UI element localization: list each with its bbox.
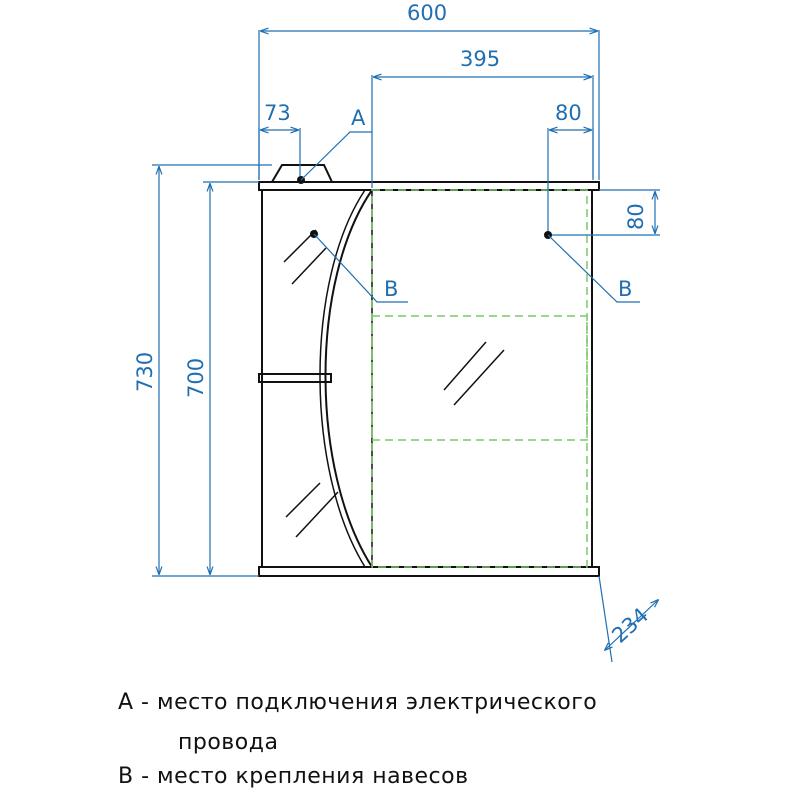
callouts bbox=[297, 106, 640, 302]
glass-mark bbox=[292, 248, 326, 284]
dim-depth: 234 bbox=[607, 603, 654, 648]
hidden-shelves bbox=[372, 190, 587, 567]
dim-left-offset: 73 bbox=[264, 101, 291, 125]
legend-line-3: В - место крепления навесов bbox=[118, 764, 469, 789]
curved-door bbox=[326, 190, 373, 567]
mirror-mark bbox=[444, 342, 486, 390]
dim-opening-width: 395 bbox=[460, 47, 501, 71]
mirror-mark bbox=[454, 350, 504, 405]
curved-door-inner bbox=[320, 190, 365, 567]
marker-b-right: B bbox=[618, 277, 633, 301]
dim-right-hole-height: 80 bbox=[624, 203, 648, 230]
legend-line-1: А - место подключения электрического bbox=[118, 690, 598, 715]
dim-right-offset: 80 bbox=[555, 101, 582, 125]
bottom-board bbox=[259, 567, 599, 576]
marker-a: A bbox=[351, 106, 366, 130]
glass-mark bbox=[286, 483, 320, 517]
marker-b-left: B bbox=[384, 277, 399, 301]
dim-overall-height: 730 bbox=[133, 351, 157, 392]
dimensions bbox=[133, 1, 660, 662]
legend-line-2: провода bbox=[178, 730, 279, 755]
dim-overall-width: 600 bbox=[407, 1, 448, 25]
leader-a bbox=[301, 132, 372, 180]
dim-body-height: 700 bbox=[184, 357, 208, 398]
hidden-compartment bbox=[372, 190, 587, 567]
glass-mark bbox=[296, 492, 338, 537]
